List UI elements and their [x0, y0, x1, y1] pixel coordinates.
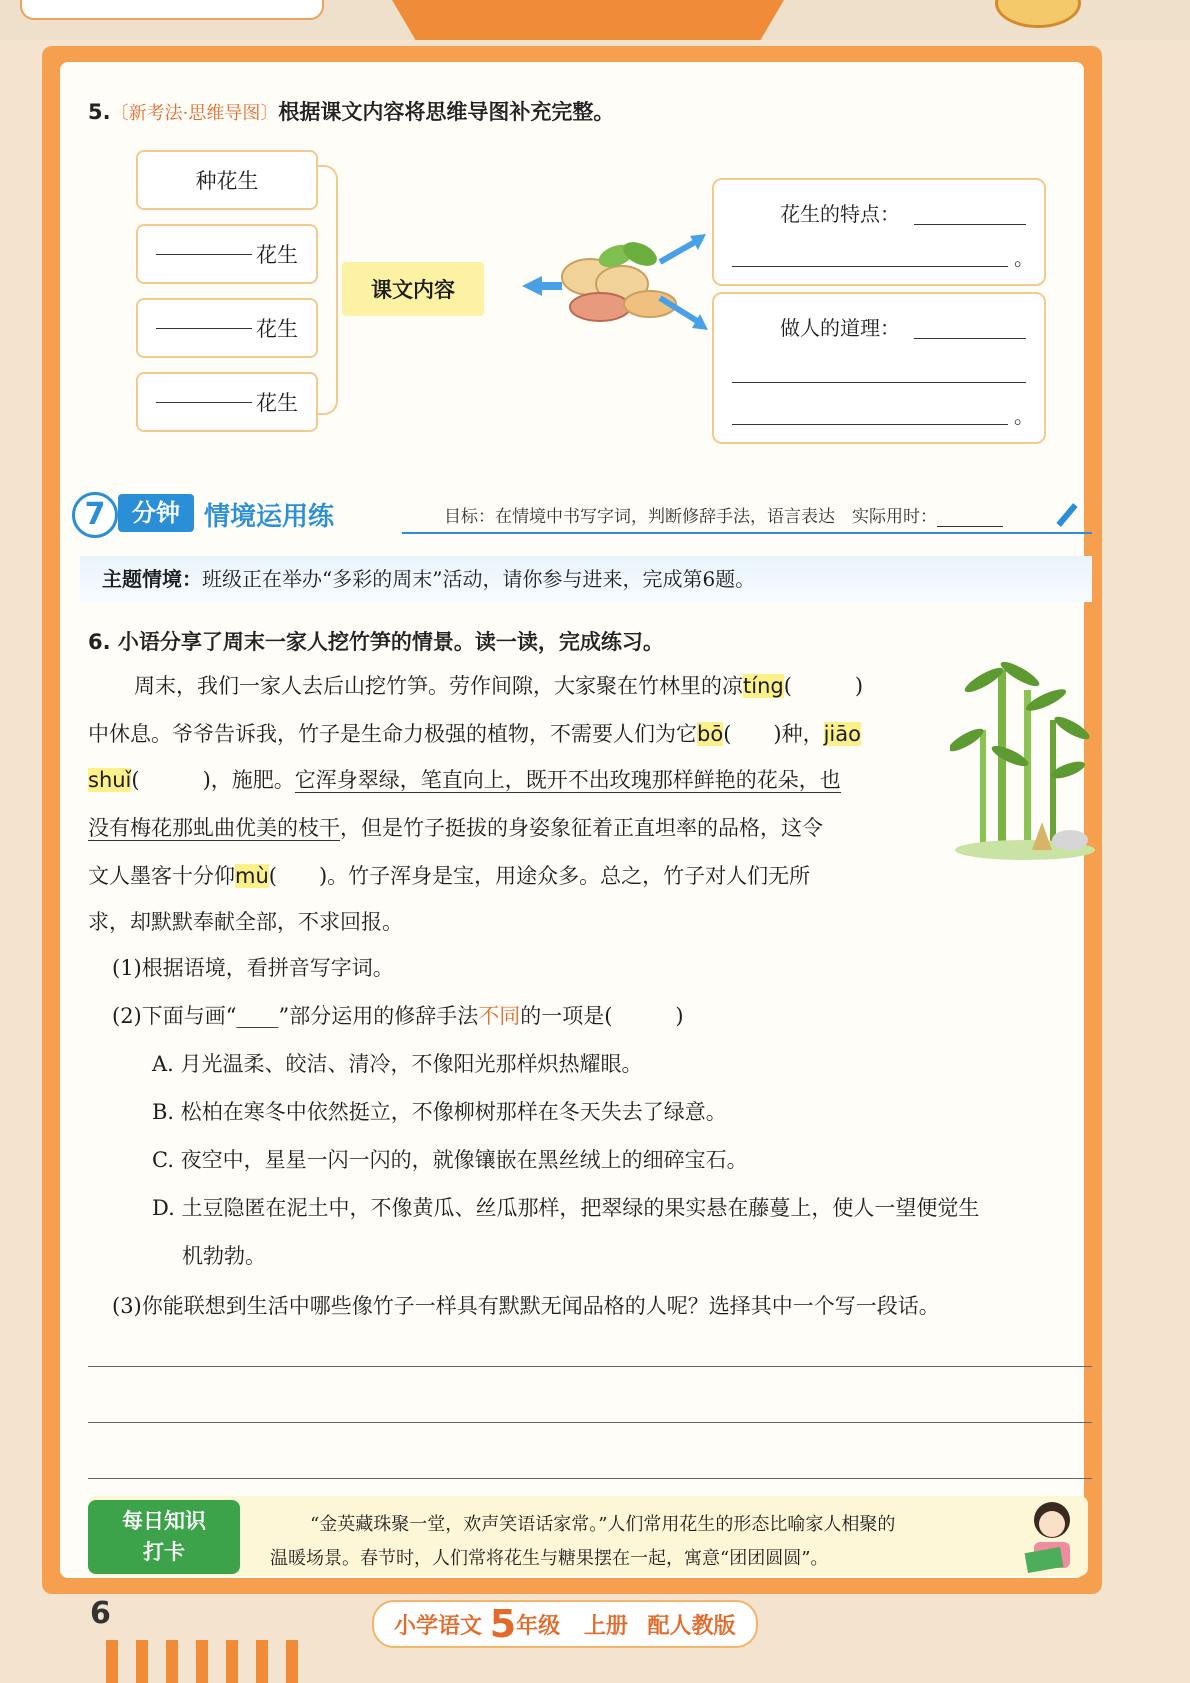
mindmap-box-1	[136, 150, 318, 210]
mindmap-center	[342, 262, 484, 316]
answer-paren[interactable]: ( )	[783, 674, 864, 698]
passage-text: 求，却默默奉献全部，不求回报。	[88, 910, 403, 934]
pinyin-jiao: jiāo	[823, 722, 861, 746]
theme-situation	[80, 556, 1092, 602]
footer-grade: 年级	[516, 1614, 561, 1639]
section-header	[72, 492, 1092, 538]
option-d-continued: 机勃勃。	[182, 1244, 266, 1268]
footer-stripe	[136, 1640, 148, 1683]
page-number: 6	[90, 1596, 111, 1631]
passage-line-4	[88, 812, 918, 842]
section-number: 7	[72, 492, 118, 538]
section-goal-text: 目标：在情境中书写字词，判断修辞手法，语言表达 实际用时：	[444, 507, 937, 527]
pencil-icon	[1056, 503, 1077, 527]
pinyin-bo: bō	[697, 722, 724, 746]
passage-text: 中休息。爷爷告诉我，竹子是生命力极强的植物，不需要人们为它	[88, 722, 697, 746]
daily-tag-line-1: 每日知识	[122, 1509, 206, 1533]
reading-girl-icon	[1016, 1498, 1086, 1576]
theme-label: 主题情境：	[102, 567, 202, 591]
passage-text: 种，	[781, 722, 824, 746]
writing-line-2[interactable]	[88, 1422, 1092, 1423]
footer-stripe	[196, 1640, 208, 1683]
mindmap-brace	[318, 165, 338, 415]
mindmap-box-label: 种花生	[195, 169, 259, 193]
daily-text-line-1: “金英藏珠聚一堂，欢声笑语话家常。”人们常用花生的形态比喻家人相聚的	[310, 1514, 896, 1535]
footer-grade-number: 5	[489, 1602, 517, 1646]
period: 。	[1014, 246, 1034, 270]
passage-line-3	[88, 764, 918, 794]
footer-term: 上册	[583, 1614, 628, 1639]
passage-line-1	[88, 670, 964, 700]
mindmap-box-label: 花生	[256, 391, 298, 415]
answer-paren[interactable]: ( )	[268, 864, 328, 888]
underlined-text: 没有梅花那虬曲优美的枝干	[88, 816, 340, 840]
option-c[interactable]: C. 夜空中，星星一闪一闪的，就像镶嵌在黑丝绒上的细碎宝石。	[152, 1148, 748, 1172]
sub-question-2-text: (2)下面与画“____”部分运用的修辞手法	[112, 1004, 479, 1028]
q5-title	[88, 96, 614, 126]
mindmap-box-label: 花生	[256, 243, 298, 267]
answer-paren[interactable]: ( )	[131, 768, 211, 792]
answer-paren[interactable]: 的一项是( )	[520, 1004, 684, 1028]
section-label: 分钟	[118, 494, 194, 532]
q5-number: 5.	[88, 100, 111, 124]
sub-question-1: (1)根据语境，看拼音写字词。	[112, 956, 394, 980]
footer-stripe	[226, 1640, 238, 1683]
sub-question-3: (3)你能联想到生活中哪些像竹子一样具有默默无闻品格的人呢？选择其中一个写一段话。	[112, 1294, 940, 1318]
passage-text: ，但是竹子挺拔的身姿象征着正直坦率的品格，这令	[340, 816, 823, 840]
pinyin-mu: mù	[235, 864, 269, 888]
underlined-text: 它浑身翠绿，笔直向上，既开不出玫瑰那样鲜艳的花朵，也	[294, 768, 841, 792]
mindmap-box-label: 花生	[256, 317, 298, 341]
option-d[interactable]: D. 土豆隐匿在泥土中，不像黄瓜、丝瓜那样，把翠绿的果实悬在藤蔓上，使人一望便觉生	[152, 1196, 980, 1220]
footer-edition: 配人教版	[647, 1614, 736, 1639]
mindmap-box-4[interactable]	[136, 372, 318, 432]
answer-paren[interactable]: ( )	[723, 722, 782, 746]
footer-stripe	[106, 1640, 118, 1683]
footer-subject: 小学语文	[394, 1614, 483, 1639]
writing-line-3[interactable]	[88, 1478, 1092, 1479]
mindmap-right-bottom[interactable]	[712, 292, 1046, 444]
passage-text: ，施肥。	[210, 768, 295, 792]
feature-label: 花生的特点：	[780, 202, 900, 226]
top-tab	[20, 0, 324, 20]
footer-stripe	[286, 1640, 298, 1683]
peanut-icon	[520, 232, 720, 332]
emphasis-different: 不同	[478, 1004, 521, 1028]
passage-text: 。竹子浑身是宝，用途众多。总之，竹子对人们无所	[327, 864, 811, 888]
mindmap-right-top[interactable]	[712, 178, 1046, 286]
passage-text: 周末，我们一家人去后山挖竹笋。劳作间隙，大家聚在竹林里的凉	[134, 674, 743, 698]
mindmap-box-3[interactable]	[136, 298, 318, 358]
period: 。	[1014, 404, 1034, 428]
option-b[interactable]: B. 松柏在寒冬中依然挺立，不像柳树那样在冬天失去了绿意。	[152, 1100, 727, 1124]
q6-title: 6. 小语分享了周末一家人挖竹笋的情景。读一读，完成练习。	[88, 630, 664, 654]
footer-stripe	[166, 1640, 178, 1683]
daily-text-line-2: 温暖场景。春节时，人们常将花生与糖果摆在一起，寓意“团团圆圆”。	[270, 1548, 829, 1569]
section-goal	[444, 502, 1007, 527]
section-title: 情境运用练	[204, 502, 335, 532]
q5-tag: 〔新考法·思维导图〕	[110, 103, 279, 124]
passage-line-5	[88, 860, 918, 890]
option-a[interactable]: A. 月光温柔、皎洁、清冷，不像阳光那样炽热耀眼。	[152, 1052, 643, 1076]
mindmap-center-label: 课文内容	[371, 278, 455, 302]
theme-text: 班级正在举办“多彩的周末”活动，请你参与进来，完成第6题。	[202, 567, 756, 591]
q5-prompt: 根据课文内容将思维导图补充完整。	[278, 100, 615, 124]
footer-book-label	[372, 1600, 758, 1648]
bamboo-icon	[950, 660, 1100, 860]
daily-tag-line-2: 打卡	[143, 1540, 185, 1564]
footer-stripe	[256, 1640, 268, 1683]
pinyin-ting: tíng	[743, 674, 784, 698]
pinyin-shui: shuǐ	[88, 768, 132, 792]
sub-question-2	[112, 1000, 684, 1030]
lesson-label: 做人的道理：	[780, 316, 900, 340]
passage-text: 文人墨客十分仰	[88, 864, 235, 888]
passage-line-6	[88, 906, 918, 936]
passage-line-2	[88, 718, 918, 748]
mindmap-box-2[interactable]	[136, 224, 318, 284]
section-underline	[402, 532, 1092, 534]
daily-knowledge-tag	[88, 1500, 240, 1574]
top-banner	[392, 0, 784, 40]
writing-line-1[interactable]	[88, 1366, 1092, 1367]
